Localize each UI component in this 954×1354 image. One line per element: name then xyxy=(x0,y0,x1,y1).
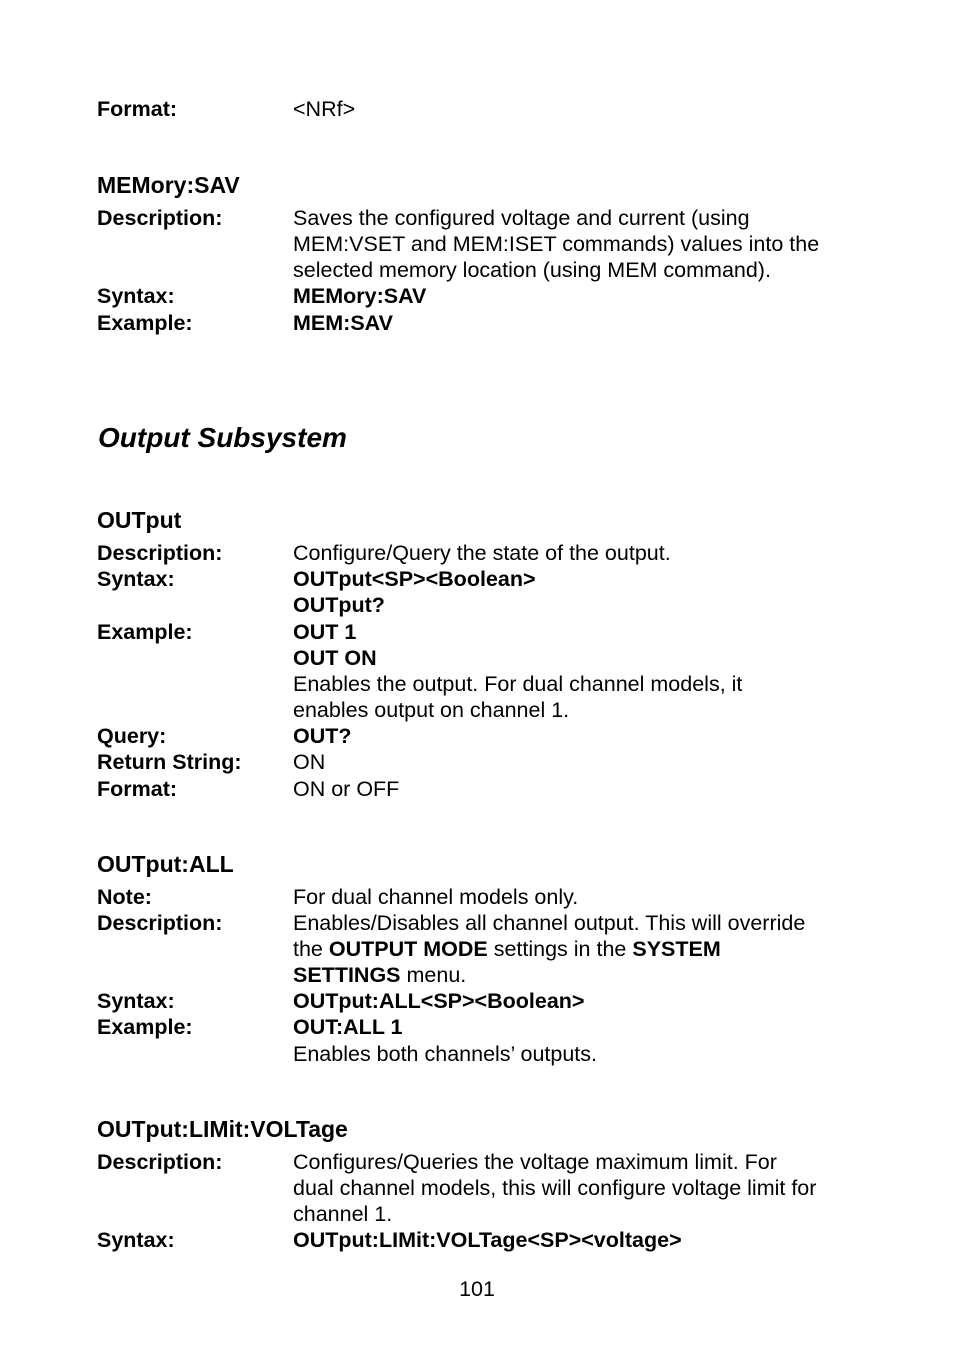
syntax-value: OUTput<SP><Boolean> xyxy=(293,567,536,591)
description-line: Saves the configured voltage and current (using xyxy=(293,206,750,230)
example-value: OUT ON xyxy=(293,646,377,670)
description-line: the OUTPUT MODE settings in the SYSTEM xyxy=(293,937,721,961)
format-label: Format: xyxy=(97,97,178,121)
example-note: Enables both channels’ outputs. xyxy=(293,1042,598,1066)
query-value: OUT? xyxy=(293,724,352,748)
syntax-value: OUTput:ALL<SP><Boolean> xyxy=(293,989,585,1013)
example-label: Example: xyxy=(97,620,193,644)
note-label: Note: xyxy=(97,885,152,909)
return-string-value: ON xyxy=(293,750,326,774)
syntax-label: Syntax: xyxy=(97,567,175,591)
example-value: OUT:ALL 1 xyxy=(293,1015,403,1039)
syntax-label: Syntax: xyxy=(97,989,175,1013)
description-line: Configure/Query the state of the output. xyxy=(293,541,671,565)
return-string-label: Return String: xyxy=(97,750,242,774)
output-limit-voltage-title: OUTput:LIMit:VOLTage xyxy=(97,1116,348,1142)
output-all-title: OUTput:ALL xyxy=(97,851,234,877)
example-note: enables output on channel 1. xyxy=(293,698,570,722)
description-line: dual channel models, this will configure voltage limit for xyxy=(293,1176,817,1200)
description-line: channel 1. xyxy=(293,1202,393,1226)
example-note: Enables the output. For dual channel models, it xyxy=(293,672,743,696)
output-title: OUTput xyxy=(97,507,182,533)
description-line: Enables/Disables all channel output. This will override xyxy=(293,911,806,935)
description-line: Configures/Queries the voltage maximum limit. For xyxy=(293,1150,777,1174)
description-line: MEM:VSET and MEM:ISET commands) values into the xyxy=(293,232,820,256)
description-label: Description: xyxy=(97,1150,223,1174)
query-label: Query: xyxy=(97,724,167,748)
description-label: Description: xyxy=(97,206,223,230)
syntax-label: Syntax: xyxy=(97,284,175,308)
description-line: selected memory location (using MEM command). xyxy=(293,258,771,282)
example-label: Example: xyxy=(97,311,193,335)
note-value: For dual channel models only. xyxy=(293,885,579,909)
page-number: 101 xyxy=(459,1277,495,1301)
description-line: SETTINGS menu. xyxy=(293,963,467,987)
example-value: OUT 1 xyxy=(293,620,357,644)
syntax-value: OUTput? xyxy=(293,593,385,617)
format-label: Format: xyxy=(97,777,178,801)
syntax-value: OUTput:LIMit:VOLTage<SP><voltage> xyxy=(293,1228,682,1252)
example-label: Example: xyxy=(97,1015,193,1039)
format-value: ON or OFF xyxy=(293,777,400,801)
syntax-label: Syntax: xyxy=(97,1228,175,1252)
description-label: Description: xyxy=(97,911,223,935)
format-value: <NRf> xyxy=(293,97,356,121)
example-value: MEM:SAV xyxy=(293,311,393,335)
description-label: Description: xyxy=(97,541,223,565)
section-heading: Output Subsystem xyxy=(98,422,347,453)
syntax-value: MEMory:SAV xyxy=(293,284,427,308)
memory-sav-title: MEMory:SAV xyxy=(97,172,240,198)
